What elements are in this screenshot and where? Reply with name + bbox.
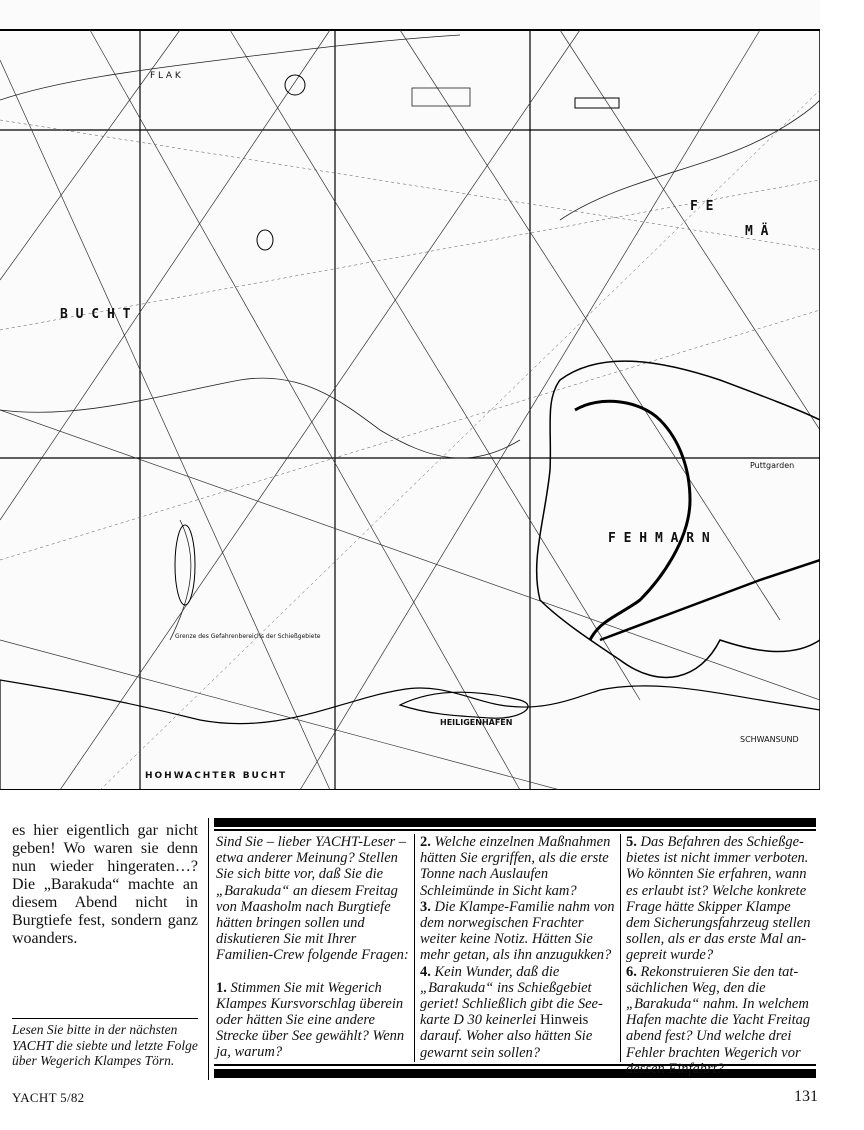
intro-paragraph: es hier eigentlich gar nicht geben! Wo waren sie denn nun wieder hingeraten…? Die „Barakuda“ machte an diesem Abend nicht in Burgtiefe fest, sondern ganz woanders. — [12, 822, 198, 947]
question-6 — [626, 964, 814, 1077]
question-4-text-a: Kein Wunder, daß die „Barakuda“ ins Schießgebiet geriet! Schließlich gibt die Seekarte D 30 keinerlei — [420, 963, 603, 1029]
question-3-number: 3. — [420, 898, 431, 915]
questions-column-3 — [626, 834, 814, 1077]
question-2-number: 2. — [420, 834, 431, 850]
question-2 — [420, 834, 615, 899]
map-label-hohwachter: HOHWACHTER BUCHT — [145, 771, 288, 781]
map-label-bucht: B U C H T — [60, 307, 131, 322]
page-number: 131 — [794, 1088, 818, 1105]
questions-intro: Sind Sie – lieber YACHT-Leser – etwa anderer Meinung? Stellen Sie sich bitte vor, daß Sie die „Barakuda“ an diesem Freitag von Maasholm nach Burgtiefe hätten bringen sollen und diskutieren Sie mit Ihrer Familien-Crew folgende Fragen: — [216, 834, 409, 964]
question-4-text-c: darauf. Woher also hätten Sie gewarnt sein sollen? — [420, 1028, 593, 1061]
question-6-text: Rekonstruieren Sie den tatsächlichen Weg, den die „Barakuda“ nahm. In welchem Hafen machte die Yacht Freitag abend fest? Und welche drei Fehler brachten Wegerich vor dessen Einfahrt? — [626, 963, 811, 1077]
questions-box-top-rule — [214, 829, 816, 831]
question-4-text-b: Hinweis — [540, 1012, 589, 1029]
map-label-flak: F L A K — [150, 71, 181, 81]
question-5 — [626, 834, 814, 964]
question-2-text: Welche einzelnen Maßnahmen hätten Sie ergriffen, als die erste Tonne nach Auslaufen Schleimünde in Sicht kam? — [420, 834, 611, 899]
note-divider — [12, 1018, 198, 1019]
next-issue-note: Lesen Sie bitte in der nächsten YACHT die siebte und letzte Folge über Wegerich Klampes Törn. — [12, 1022, 198, 1068]
question-4 — [420, 964, 615, 1061]
question-5-text: Das Befahren des Schießgebietes ist nicht immer verboten. Wo könnten Sie erfahren, wann es erlaubt ist? Welche konkrete Frage hätte Skipper Klampe dem Sicherungsfahrzeug stellen sollen, als er das erste Mal angepreit wurde? — [626, 834, 811, 964]
question-3 — [420, 899, 615, 964]
map-label-heiligenhafen: HEILIGENHAFEN — [440, 718, 513, 727]
map-label-ma: M Ä — [745, 224, 769, 239]
map-label-fe: F E — [690, 199, 714, 214]
question-3-text: Die Klampe-Familie nahm von dem norwegischen Frachter weiter keine Notiz. Hätten Sie mehr getan, als ihn anzugukken? — [420, 898, 615, 964]
map-label-schwansund: SCHWANSUND — [740, 735, 799, 744]
questions-column-2 — [420, 834, 615, 1061]
map-label-sperrzone: Grenze des Gefahrenbereichs der Schießgebiete — [175, 633, 321, 640]
map-label-fehmarn: F E H M A R N — [608, 531, 710, 546]
questions-column-1 — [216, 834, 409, 1061]
question-1 — [216, 980, 409, 1061]
column-divider — [208, 818, 209, 1080]
questions-column-separator-2 — [620, 834, 621, 1062]
question-6-number: 6. — [626, 963, 637, 980]
question-1-text: Stimmen Sie mit Wegerich Klampes Kursvorschlag überein oder hätten Sie eine andere Strecke über See gewählt? Wenn ja, warum? — [216, 979, 405, 1061]
questions-column-separator-1 — [414, 834, 415, 1062]
question-5-number: 5. — [626, 834, 637, 850]
question-1-number: 1. — [216, 979, 227, 996]
question-4-number: 4. — [420, 963, 431, 980]
magazine-issue: YACHT 5/82 — [12, 1090, 85, 1105]
map-label-puttgarden: Puttgarden — [750, 461, 795, 470]
questions-box-top-bar — [214, 818, 816, 827]
